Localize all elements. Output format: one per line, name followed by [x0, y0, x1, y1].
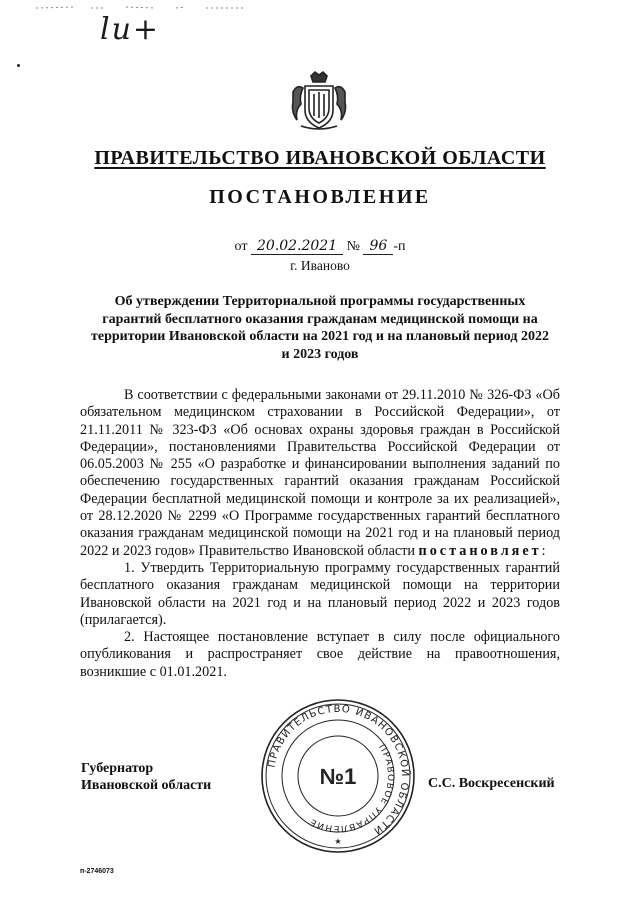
- number-sign: №: [346, 239, 360, 254]
- preamble-text: В соответствии с федеральными законами от 29.11.2010 № 326-ФЗ «Об обязательном медицинском страховании в Российской Федерации», от 21.11.2011 № 323-ФЗ «Об основах охраны здоровья граждан в Российской Федерации», постановлениями Правительства Российской Федерации от 06.05.2003 № 255 «О разработке и финансировании выполнения заданий по обеспечению государственных гарантий оказания гражданам Российской Федерации бесплатной медицинской помощи и контроле за их реализацией», от 28.12.2020 № 2299 «О Программе государственных гарантий бесплатного оказания гражданам медицинской помощи на 2021 год и на плановый период 2022 и 2023 годов» Правительство Ивановской области: [80, 387, 560, 559]
- signer-title-line-2: Ивановской области: [81, 778, 212, 793]
- city: г. Иваново: [290, 258, 350, 273]
- item-1: 1. Утвердить Территориальную программу государственных гарантий бесплатного оказания гражданам медицинской помощи на территории Ивановской области на 2021 год и на плановый период 2022 и 2023 годов (прилагается).: [80, 559, 560, 628]
- decree-word: постановляет: [418, 542, 542, 559]
- footer-code: п-2746073: [80, 868, 114, 875]
- preamble-paragraph: [80, 387, 560, 560]
- stamp-number: №1: [319, 764, 357, 789]
- coat-of-arms-icon: [287, 70, 351, 132]
- decree-colon: :: [541, 542, 546, 559]
- item-2: 2. Настоящее постановление вступает в силу после официального опубликования и распространяет свое действие на правоотношения, возникшие с 01.01.2021.: [80, 629, 560, 680]
- official-stamp: [258, 696, 418, 856]
- handwritten-mark: lи+: [100, 12, 161, 47]
- document-date: 20.02.2021: [251, 238, 343, 255]
- scan-noise: [36, 4, 276, 12]
- document-number: 96: [363, 238, 393, 255]
- stamp-inner-text: ПРАВОВОЕ УПРАВЛЕНИЕ: [307, 742, 396, 834]
- signer-name: С.С. Воскресенский: [428, 776, 555, 791]
- number-suffix: -п: [393, 239, 406, 254]
- document-type: ПОСТАНОВЛЕНИЕ: [209, 186, 431, 208]
- signer-title-line-1: Губернатор: [81, 761, 154, 776]
- document-subject: Об утверждении Территориальной программы государственных гарантий бесплатного оказания гражданам медицинской помощи на территории Ивановской области на 2021 год и на плановый период 2022 и 2023 годов: [91, 294, 549, 362]
- date-prefix: от: [234, 239, 248, 254]
- document-number-line: [0, 238, 640, 255]
- government-title: ПРАВИТЕЛЬСТВО ИВАНОВСКОЙ ОБЛАСТИ: [94, 147, 546, 169]
- scan-dot: [17, 64, 20, 67]
- signer-title: [81, 760, 211, 794]
- stamp-outer-text: ПРАВИТЕЛЬСТВО ИВАНОВСКОЙ ОБЛАСТИ: [266, 703, 411, 837]
- svg-text:★: ★: [334, 837, 342, 846]
- document-body: [80, 387, 560, 681]
